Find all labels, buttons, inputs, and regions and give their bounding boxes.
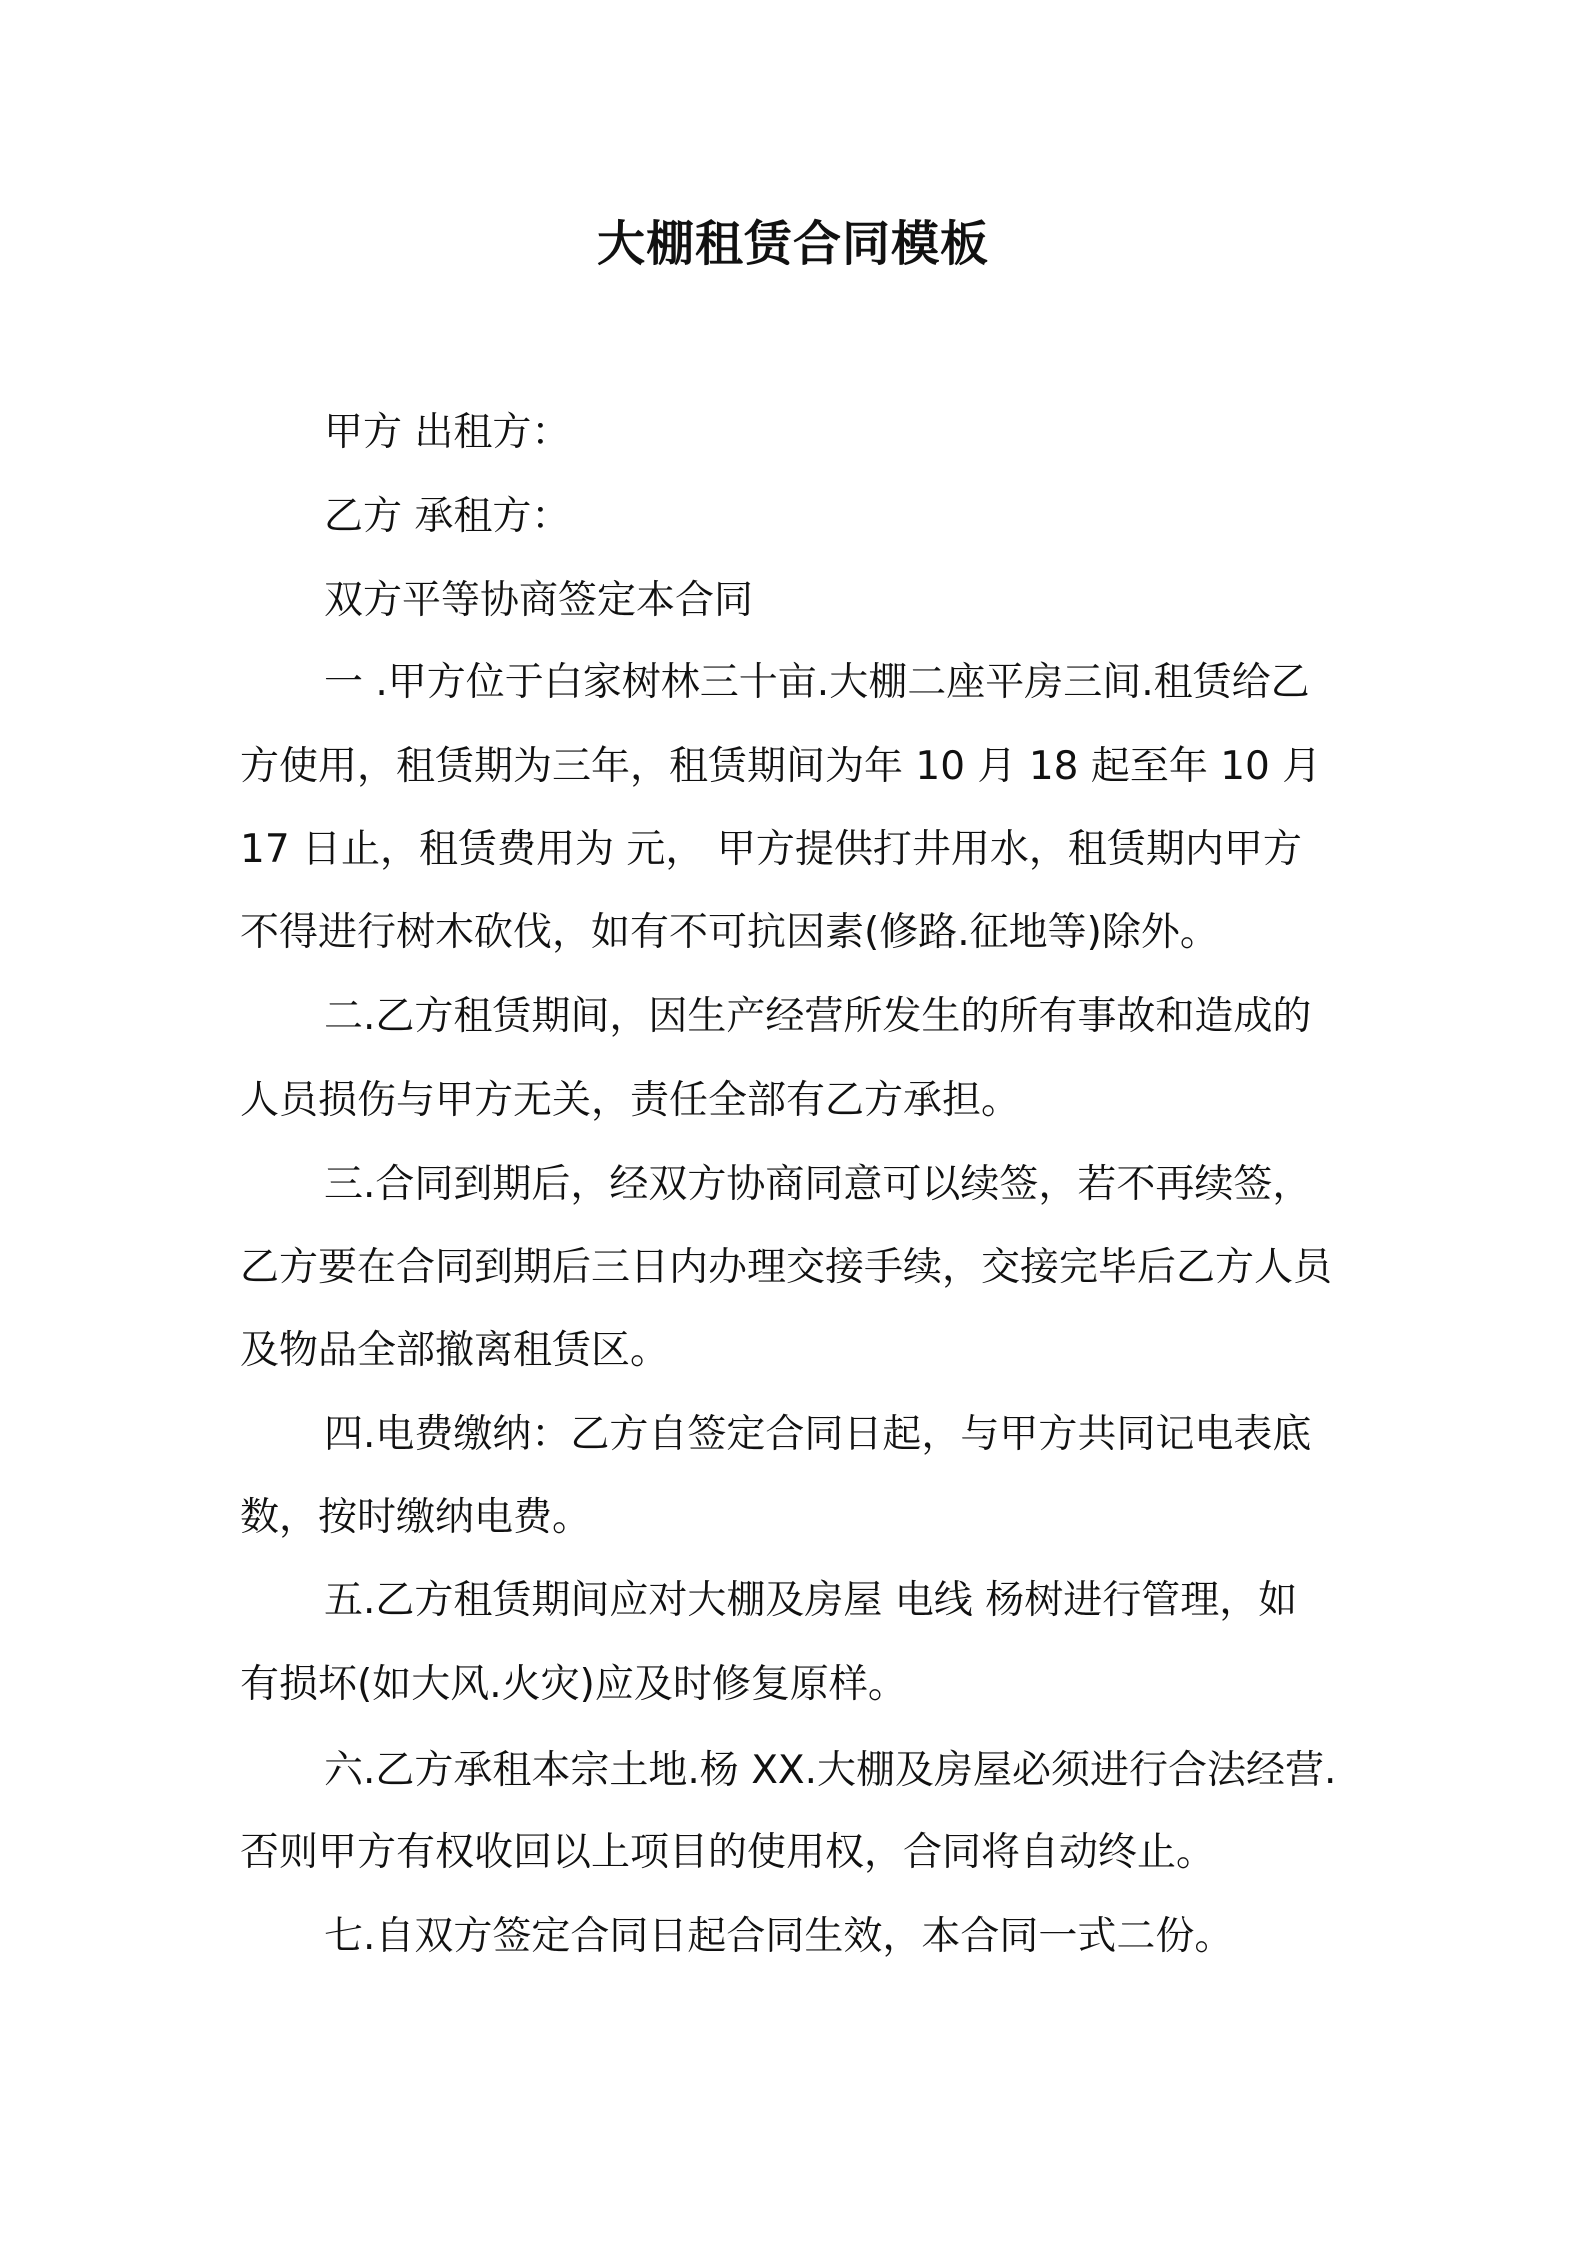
clause-1-line-2: 方使用，租赁期为三年，租赁期间为年 10 月 18 起至年 10 月 [240,744,1322,789]
clause-5-line-1: 五.乙方租赁期间应对大棚及房屋 电线 杨树进行管理，如 [324,1578,1298,1623]
party-a-line: 甲方 出租方： [324,410,571,455]
clause-1-line-3: 17 日止，租赁费用为 元， 甲方提供打井用水，租赁期内甲方 [240,827,1302,872]
clause-3-line-1: 三.合同到期后，经双方协商同意可以续签，若不再续签， [324,1162,1312,1207]
clause-6-line-1: 六.乙方承租本宗土地.杨 XX.大棚及房屋必须进行合法经营. [324,1748,1337,1793]
clause-6-line-2: 否则甲方有权收回以上项目的使用权，合同将自动终止。 [240,1830,1216,1875]
clause-1-line-1: 一 .甲方位于白家树林三十亩.大棚二座平房三间.租赁给乙 [324,660,1310,705]
clause-1-line-4: 不得进行树木砍伐，如有不可抗因素(修路.征地等)除外。 [240,910,1219,955]
document-title: 大棚租赁合同模板 [596,216,989,272]
clause-2-line-2: 人员损伤与甲方无关，责任全部有乙方承担。 [240,1078,1021,1123]
clause-2-line-1: 二.乙方租赁期间，因生产经营所发生的所有事故和造成的 [324,994,1312,1039]
clause-3-line-2: 乙方要在合同到期后三日内办理交接手续，交接完毕后乙方人员 [240,1245,1333,1290]
agreement-intro: 双方平等协商签定本合同 [324,578,754,623]
clause-3-line-3: 及物品全部撤离租赁区。 [240,1328,670,1373]
party-b-line: 乙方 承租方： [324,494,571,539]
clause-7-line-1: 七.自双方签定合同日起合同生效，本合同一式二份。 [324,1914,1234,1959]
clause-4-line-1: 四.电费缴纳：乙方自签定合同日起，与甲方共同记电表底 [324,1412,1312,1457]
clause-5-line-2: 有损坏(如大风.火灾)应及时修复原样。 [240,1662,907,1707]
clause-4-line-2: 数，按时缴纳电费。 [240,1495,592,1540]
